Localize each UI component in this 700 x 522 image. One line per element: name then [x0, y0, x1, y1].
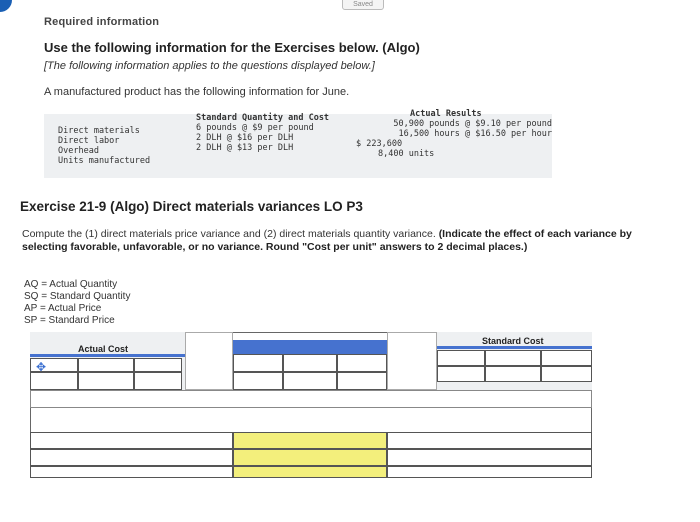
act-row: 8,400 units [378, 149, 435, 159]
mid-value-input[interactable] [283, 372, 337, 390]
standard-sp-input[interactable] [541, 350, 592, 366]
price-variance-input[interactable] [233, 432, 387, 449]
variance-label-input[interactable] [30, 449, 233, 466]
act-row: 50,900 pounds @ $9.10 per pound [393, 119, 552, 129]
variance-label-input[interactable] [387, 466, 592, 478]
mid-aq-input[interactable] [233, 354, 283, 372]
spacer-cell [387, 332, 437, 390]
mid-value-input[interactable] [337, 372, 387, 390]
legend-item: SQ = Standard Quantity [24, 291, 131, 302]
act-row: 16,500 hours @ $16.50 per hour [398, 129, 552, 139]
std-header: Standard Quantity and Cost [196, 113, 330, 123]
std-row: 2 DLH @ $16 per DLH [196, 133, 294, 143]
actual-value-input[interactable] [30, 372, 78, 390]
variance-label-input[interactable] [387, 432, 592, 449]
move-icon[interactable]: ✥ [36, 360, 47, 374]
std-column [196, 113, 329, 153]
standard-cost-label: Standard Cost [482, 336, 544, 346]
actual-cost-label: Actual Cost [78, 344, 129, 354]
standard-value-input[interactable] [485, 366, 541, 382]
info-label: Units manufactured [58, 156, 151, 166]
standard-header-bar [437, 346, 592, 349]
act-header: Actual Results [410, 109, 482, 119]
info-note: [The following information applies to the questions displayed below.] [44, 60, 375, 72]
use-info-heading: Use the following information for the Exercises below. (Algo) [44, 40, 420, 55]
variance-label-input[interactable] [30, 466, 233, 478]
mid-operator-select[interactable] [283, 354, 337, 372]
info-label: Overhead [58, 146, 99, 156]
variance-label-input[interactable] [30, 432, 233, 449]
legend-item: AQ = Actual Quantity [24, 279, 118, 290]
actual-header-bar [30, 354, 185, 357]
info-label: Direct materials [58, 126, 140, 136]
info-labels [58, 126, 150, 166]
mid-header-bar [233, 340, 387, 354]
legend-item: SP = Standard Price [24, 315, 115, 326]
instruction-plain: Compute the (1) direct materials price variance and (2) direct materials quantity variance. [22, 228, 439, 240]
actual-ap-input[interactable] [134, 358, 182, 372]
standard-value-input[interactable] [437, 366, 485, 382]
std-row: 2 DLH @ $13 per DLH [196, 143, 294, 153]
exercise-instruction [22, 228, 672, 254]
info-label: Direct labor [58, 136, 120, 146]
variance-label-input[interactable] [387, 449, 592, 466]
mid-sp-input[interactable] [337, 354, 387, 372]
actual-value-input[interactable] [134, 372, 182, 390]
intro-text: A manufactured product has the following information for June. [44, 86, 350, 98]
std-row: 6 pounds @ $9 per pound [196, 123, 314, 133]
legend-item: AP = Actual Price [24, 303, 102, 314]
actual-value-input[interactable] [78, 372, 134, 390]
exercise-title: Exercise 21-9 (Algo) Direct materials variances LO P3 [20, 199, 363, 214]
quantity-variance-input[interactable] [233, 466, 387, 478]
legend [24, 279, 130, 327]
actual-operator-select[interactable] [78, 358, 134, 372]
separator-row [30, 390, 592, 408]
price-variance-type-select[interactable] [233, 449, 387, 466]
required-info-heading: Required information [44, 16, 160, 28]
spacer-cell [185, 332, 233, 390]
standard-value-input[interactable] [541, 366, 592, 382]
act-row: $ 223,600 [356, 139, 403, 149]
standard-operator-select[interactable] [485, 350, 541, 366]
saved-indicator: Saved [342, 0, 384, 10]
instruction-bold: (Indicate the effect of each variance by selecting favorable, unfavorable, or no variance. Round "Cost per unit" answers to 2 decimal places.) [22, 228, 632, 253]
status-dot-icon [0, 0, 12, 12]
standard-sq-input[interactable] [437, 350, 485, 366]
variance-worksheet [30, 332, 592, 502]
mid-value-input[interactable] [233, 372, 283, 390]
act-column [372, 119, 552, 139]
